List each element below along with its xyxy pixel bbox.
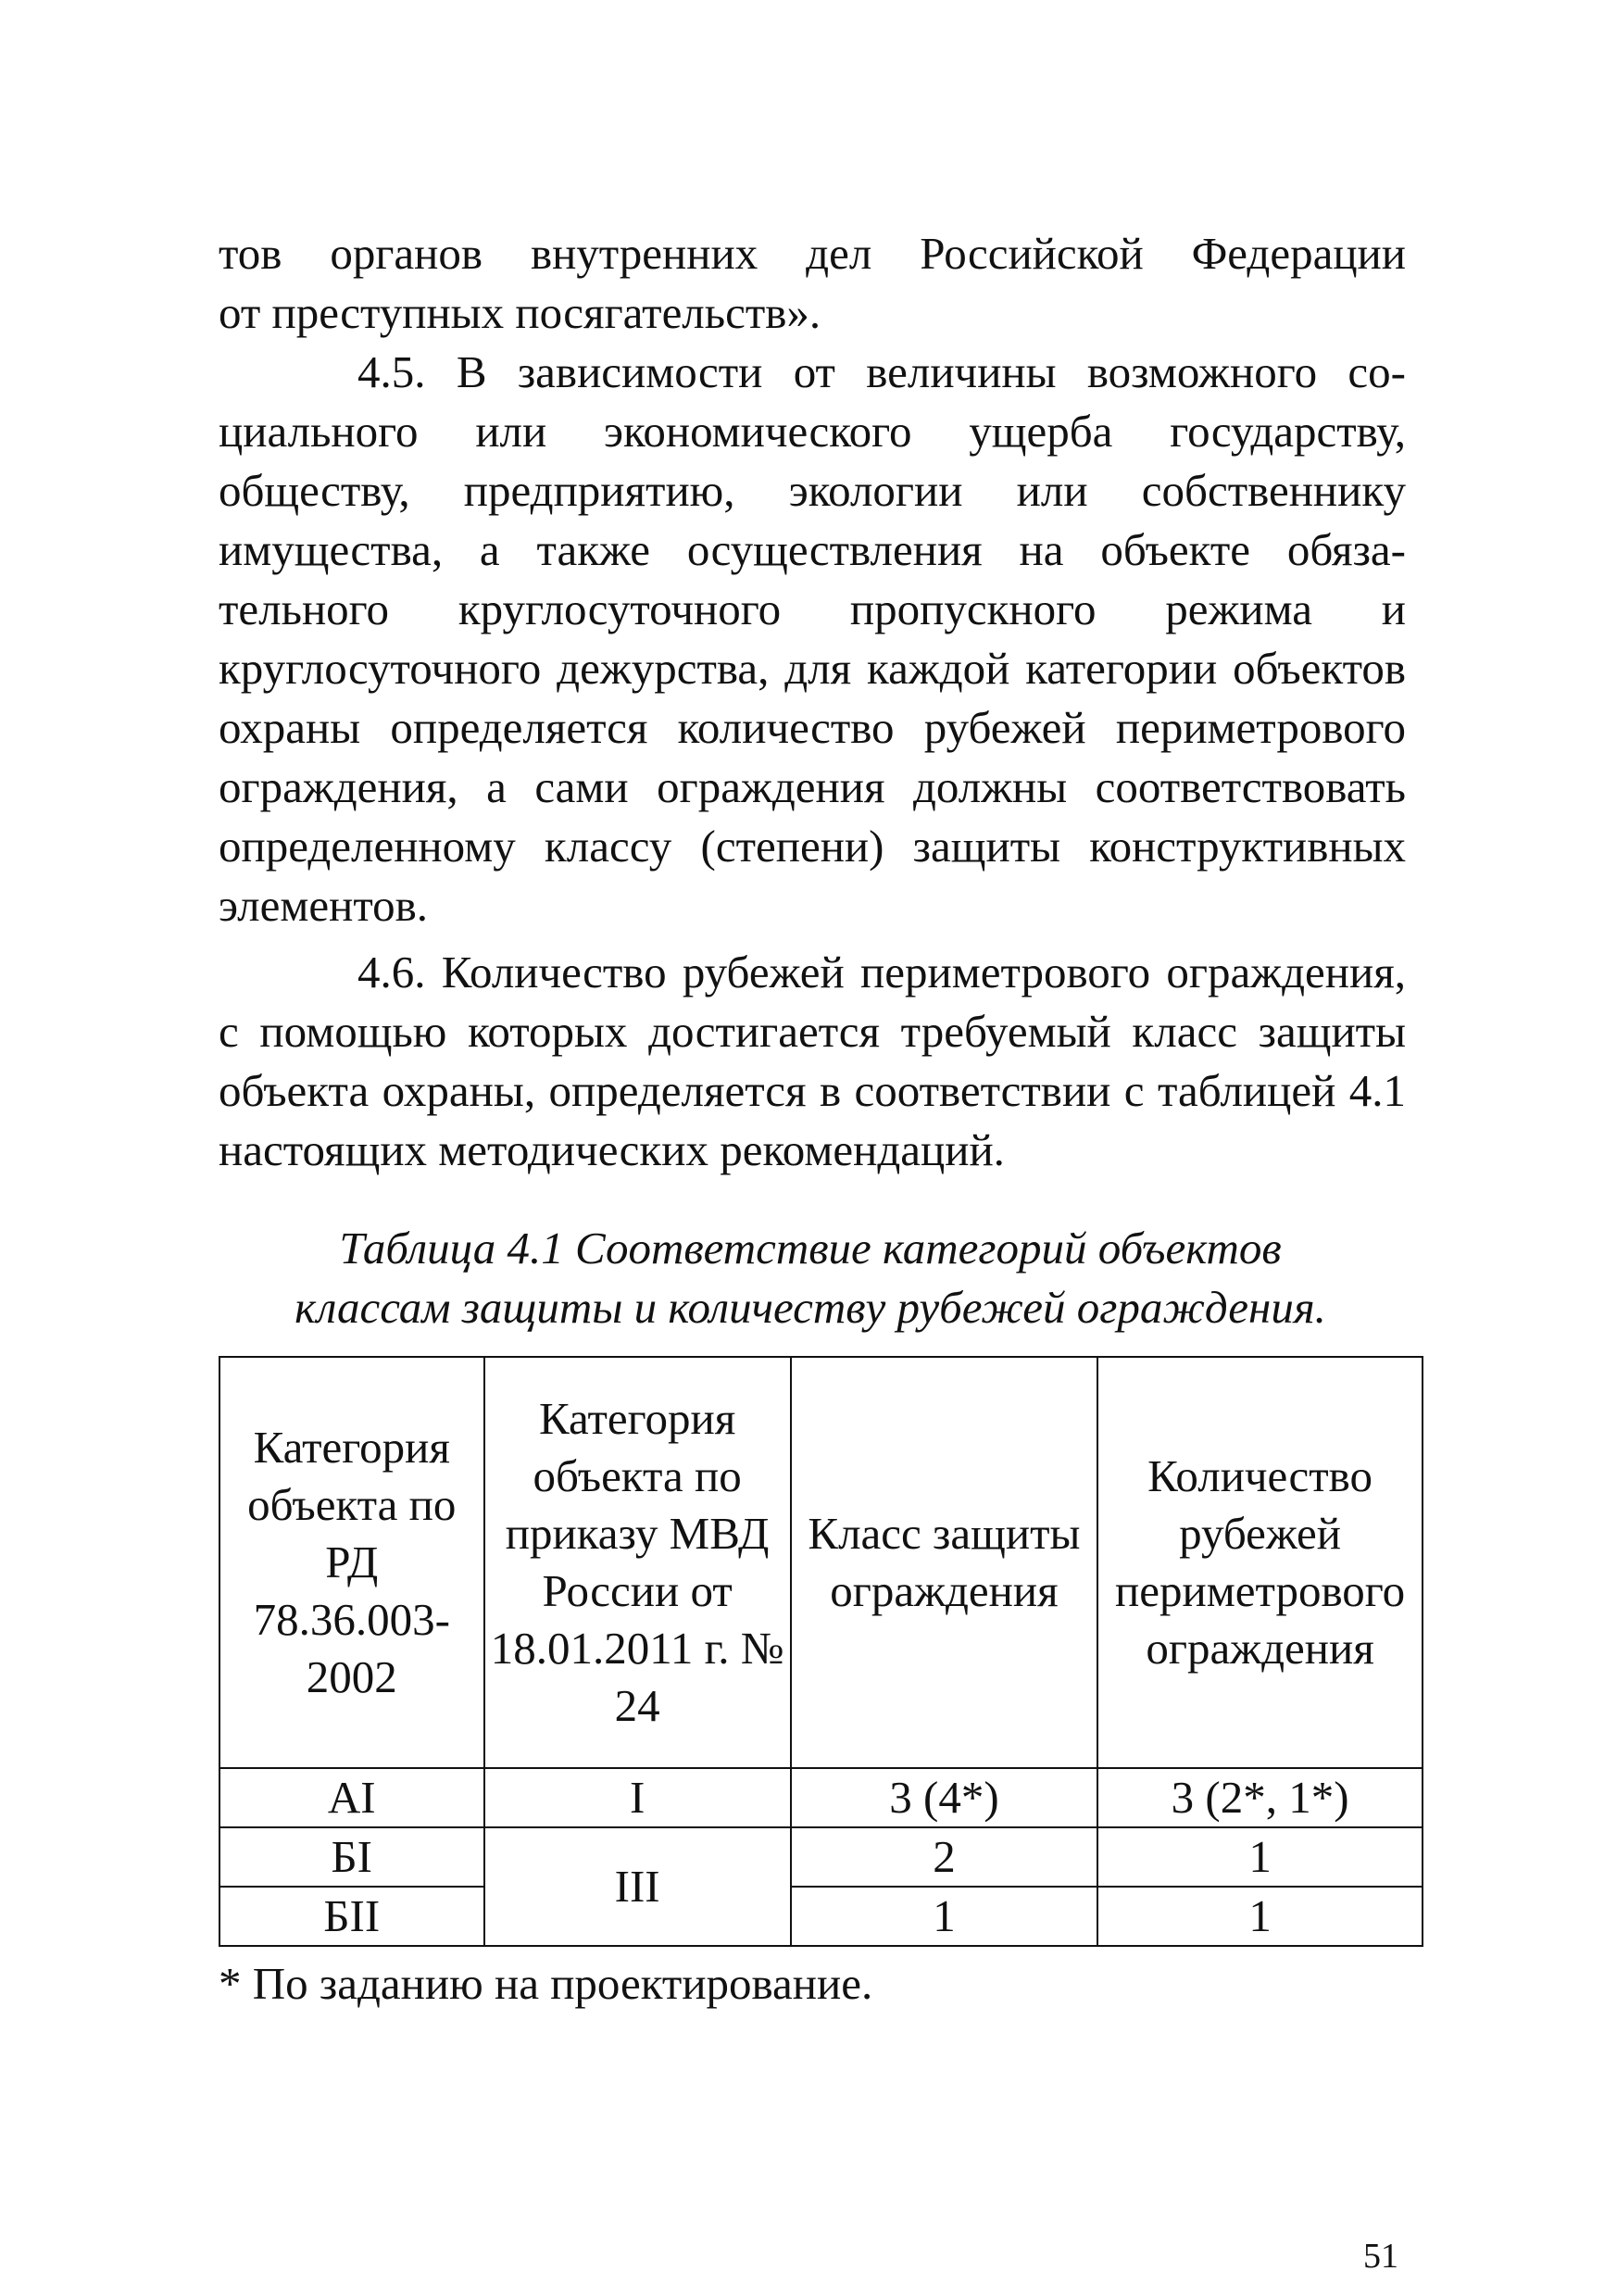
table-row [219,1887,1423,1946]
table-caption-line: Таблица 4.1 Соответствие категорий объектов [339,1223,1282,1273]
table-row [219,1827,1423,1887]
table-cell: 3 (4*) [791,1768,1097,1827]
categories-table [219,1356,1423,1947]
table-cell: 1 [1097,1827,1423,1887]
table-cell: АI [219,1768,484,1827]
paragraph-text: 4.5. В зависимости от величины возможного социального или экономического ущерба государству, обществу, предприятию, экологии или собственнику имущества, а также осуществления на объекте обязательного круглосуточного пропускного режима и круглосуточного дежурства, для каждой категории объектов охраны определяется количество рубежей периметрового ограждения, а сами ограждения должны соответствовать определенному классу (степени) защиты конструктивных элементов. [219,346,1406,931]
table-cell: 1 [1097,1887,1423,1946]
table-header-cell: Количество рубежей периметрового ограждения [1097,1357,1423,1768]
table-cell-merged: III [484,1827,791,1946]
page-number: 51 [1363,2237,1398,2276]
table-header-row [219,1357,1423,1768]
paragraph-4-6 [219,943,1406,1180]
table-header-cell: Категория объекта по приказу МВД России от 18.01.2011 г. № 24 [484,1357,791,1768]
paragraph-line: тов органов внутренних дел Российской Федерации [219,228,1406,279]
table-caption [185,1219,1435,1337]
table-footnote: * По заданию на проектирование. [219,1958,873,2009]
table-row [219,1768,1423,1827]
table-header-cell: Класс защиты ограждения [791,1357,1097,1768]
paragraph-line: от преступных посягательств». [219,287,821,338]
paragraph-4-5 [219,343,1406,935]
paragraph-text: 4.6. Количество рубежей периметрового ограждения, с помощью которых достигается требуемый класс защиты объекта охраны, определяется в соответствии с таблицей 4.1 настоящих методических рекомендаций. [219,947,1406,1175]
table-cell: 2 [791,1827,1097,1887]
table-cell: 1 [791,1887,1097,1946]
table-cell: БII [219,1887,484,1946]
table-caption-line: классам защиты и количеству рубежей ограждения. [295,1282,1326,1333]
table-header-cell: Категория объекта по РД 78.36.003-2002 [219,1357,484,1768]
table-cell: БI [219,1827,484,1887]
paragraph-continuation [219,224,1406,343]
table-cell: I [484,1768,791,1827]
table-cell: 3 (2*, 1*) [1097,1768,1423,1827]
